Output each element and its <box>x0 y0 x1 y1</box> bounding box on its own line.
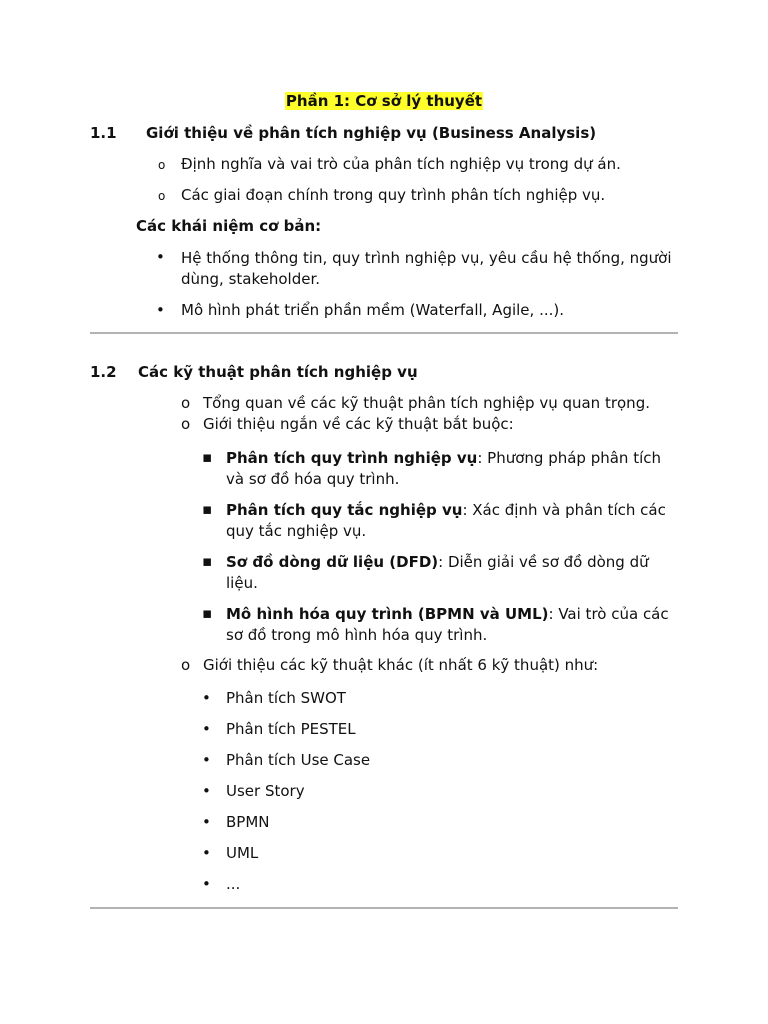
section-1-2-heading: Các kỹ thuật phân tích nghiệp vụ <box>138 363 418 381</box>
section-1-1-number: 1.1 <box>90 124 117 142</box>
description: : Phương pháp phân tích và sơ đồ hóa quy trình. <box>226 449 662 488</box>
list-marker: • <box>202 813 211 831</box>
list-item: Các giai đoạn chính trong quy trình phân tích nghiệp vụ. <box>181 186 606 204</box>
list-item <box>226 448 678 490</box>
list-marker: o <box>181 394 191 412</box>
section-1-2-number: 1.2 <box>90 363 117 381</box>
list-marker: o <box>181 415 191 433</box>
section-1-1-heading: Giới thiệu về phân tích nghiệp vụ (Business Analysis) <box>146 124 597 142</box>
list-item: UML <box>226 844 259 862</box>
list-marker: ▪ <box>202 500 213 518</box>
list-item: Hệ thống thông tin, quy trình nghiệp vụ, yêu cầu hệ thống, người dùng, stakeholder. <box>181 249 672 288</box>
list-marker: • <box>202 844 211 862</box>
list-marker: ▪ <box>202 604 213 622</box>
concepts-heading: Các khái niệm cơ bản: <box>136 217 322 235</box>
list-item: Phân tích PESTEL <box>226 720 356 738</box>
term: Phân tích quy trình nghiệp vụ <box>226 449 478 467</box>
list-item: Mô hình phát triển phần mềm (Waterfall, Agile, ...). <box>181 301 564 319</box>
list-marker: • <box>156 248 165 266</box>
list-marker: o <box>181 656 191 674</box>
term: Sơ đồ dòng dữ liệu (DFD) <box>226 553 439 571</box>
list-marker: o <box>158 158 166 172</box>
horizontal-divider <box>90 332 678 334</box>
horizontal-divider <box>90 907 678 909</box>
list-marker: o <box>158 189 166 203</box>
list-item <box>226 604 678 646</box>
list-item: User Story <box>226 782 305 800</box>
list-item <box>226 552 678 594</box>
list-item: BPMN <box>226 813 270 831</box>
list-item: Phân tích Use Case <box>226 751 371 769</box>
description: : Diễn giải về sơ đồ dòng dữ liệu. <box>226 553 649 592</box>
list-item: Định nghĩa và vai trò của phân tích nghiệp vụ trong dự án. <box>181 155 621 173</box>
list-item: Phân tích SWOT <box>226 689 346 707</box>
list-item: Tổng quan về các kỹ thuật phân tích nghiệp vụ quan trọng. <box>203 394 650 412</box>
term: Phân tích quy tắc nghiệp vụ <box>226 501 463 519</box>
list-marker: • <box>202 720 211 738</box>
page-title <box>0 90 768 112</box>
list-marker: • <box>202 751 211 769</box>
description: : Vai trò của các sơ đồ trong mô hình hóa quy trình. <box>226 605 669 644</box>
list-marker: ▪ <box>202 448 213 466</box>
list-marker: • <box>202 782 211 800</box>
list-marker: ▪ <box>202 552 213 570</box>
term: Mô hình hóa quy trình (BPMN và UML) <box>226 605 549 623</box>
description: : Xác định và phân tích các quy tắc nghiệp vụ. <box>226 501 666 540</box>
list-item: Giới thiệu ngắn về các kỹ thuật bắt buộc: <box>203 415 514 433</box>
list-item <box>226 500 678 542</box>
list-item: Giới thiệu các kỹ thuật khác (ít nhất 6 kỹ thuật) như: <box>203 656 599 674</box>
list-item: ... <box>226 875 241 893</box>
list-marker: • <box>202 689 211 707</box>
list-marker: • <box>156 301 165 319</box>
title-highlight: Phần 1: Cơ sở lý thuyết <box>285 92 483 110</box>
list-marker: • <box>202 875 211 893</box>
